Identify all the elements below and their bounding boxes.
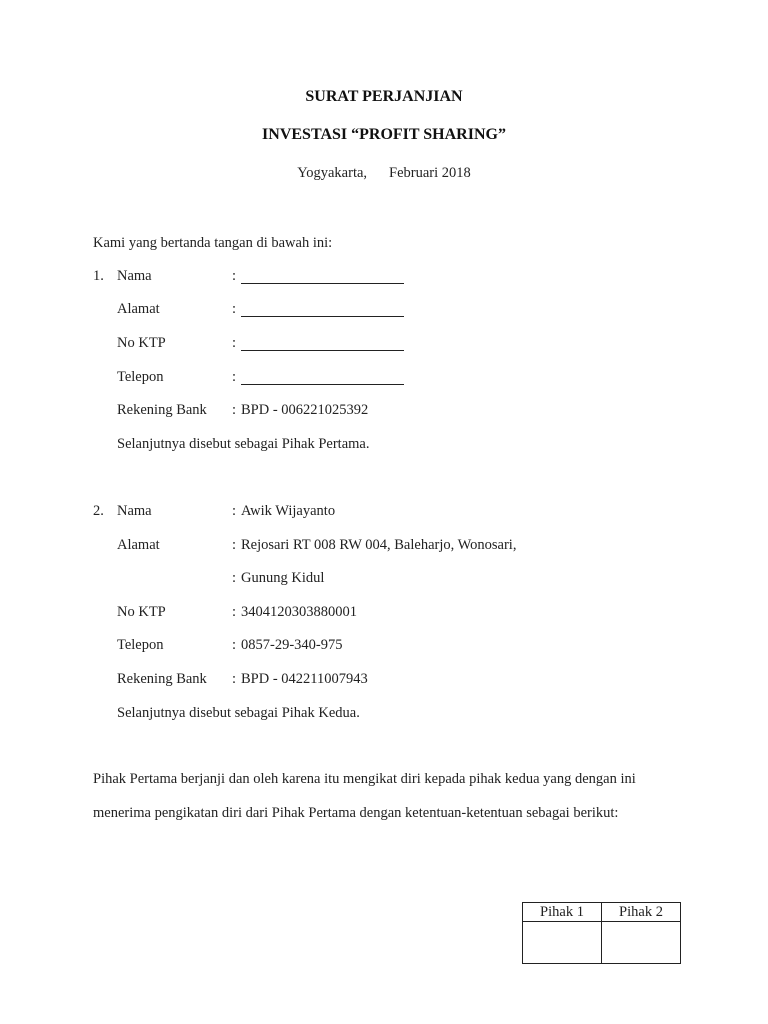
party-2-address-line-1: Rejosari RT 008 RW 004, Baleharjo, Wonosari, xyxy=(241,537,517,553)
party-2-ktp-value: 3404120303880001 xyxy=(241,604,357,620)
party-1-ktp-label: No KTP xyxy=(117,335,166,351)
intro-text: Kami yang bertanda tangan di bawah ini: xyxy=(93,235,333,251)
party-2-phone-label: Telepon xyxy=(117,637,164,653)
party-2-address-label: Alamat xyxy=(117,537,160,553)
party-1-phone-colon: : xyxy=(232,369,237,385)
party-2-address-line-2: Gunung Kidul xyxy=(241,570,325,586)
party-2-name-value: Awik Wijayanto xyxy=(241,503,336,519)
party-1-designation: Selanjutnya disebut sebagai Pihak Pertama. xyxy=(117,436,370,452)
party-1-address-colon: : xyxy=(232,301,237,317)
party-1-name-label: Nama xyxy=(117,268,152,284)
signature-table xyxy=(522,902,681,964)
date: Februari 2018 xyxy=(389,165,471,181)
place: Yogyakarta, xyxy=(297,165,368,181)
party-1-name-colon: : xyxy=(232,268,237,284)
party-2-phone-value: 0857-29-340-975 xyxy=(241,637,343,653)
agreement-line-2: menerima pengikatan diri dari Pihak Pertama dengan ketentuan-ketentuan sebagai berikut: xyxy=(93,805,619,821)
party-2-ktp-colon: : xyxy=(232,604,237,620)
party-2-bank-value: BPD - 042211007943 xyxy=(241,671,368,687)
party-2-address-colon: : xyxy=(232,537,237,553)
place-date xyxy=(0,165,768,182)
agreement-line-1: Pihak Pertama berjanji dan oleh karena itu mengikat diri kepada pihak kedua yang dengan ini xyxy=(93,771,636,787)
party-1-number: 1. xyxy=(93,268,104,284)
party-2-designation: Selanjutnya disebut sebagai Pihak Kedua. xyxy=(117,705,360,721)
party-1-phone-label: Telepon xyxy=(117,369,164,385)
party-2-phone-colon: : xyxy=(232,637,237,653)
signature-cell-pihak-2 xyxy=(602,922,681,964)
signature-cell-pihak-1 xyxy=(523,922,602,964)
document-subtitle: INVESTASI “PROFIT SHARING” xyxy=(262,126,506,143)
party-1-bank-colon: : xyxy=(232,402,237,418)
party-2-name-colon: : xyxy=(232,503,237,519)
document-title: SURAT PERJANJIAN xyxy=(305,88,463,105)
party-1-bank-label: Rekening Bank xyxy=(117,402,207,418)
party-1-ktp-colon: : xyxy=(232,335,237,351)
party-1-bank-value: BPD - 006221025392 xyxy=(241,402,369,418)
signature-header-pihak-1: Pihak 1 xyxy=(523,903,602,922)
party-1-address-blank xyxy=(241,316,404,317)
party-2-bank-colon: : xyxy=(232,671,237,687)
party-2-number: 2. xyxy=(93,503,104,519)
party-1-phone-blank xyxy=(241,384,404,385)
party-1-ktp-blank xyxy=(241,350,404,351)
signature-header-pihak-2: Pihak 2 xyxy=(602,903,681,922)
party-2-name-label: Nama xyxy=(117,503,152,519)
party-2-bank-label: Rekening Bank xyxy=(117,671,207,687)
party-2-ktp-label: No KTP xyxy=(117,604,166,620)
party-1-address-label: Alamat xyxy=(117,301,160,317)
party-1-name-blank xyxy=(241,283,404,284)
party-2-address-colon-2: : xyxy=(232,570,237,586)
